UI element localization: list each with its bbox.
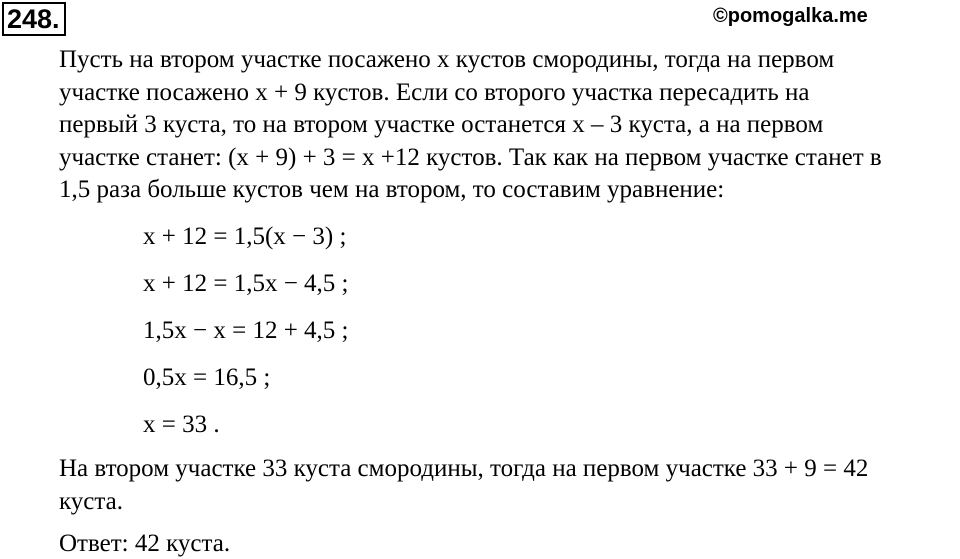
- equation: x + 12 = 1,5(x − 3) ;: [143, 223, 347, 250]
- solution-line: участке посажено x + 9 кустов. Если со второго участка пересадить на: [59, 78, 810, 106]
- equation: 1,5x − x = 12 + 4,5 ;: [143, 317, 349, 344]
- solution-line: Пусть на втором участке посажено x кустов смородины, тогда на первом: [59, 46, 835, 73]
- solution-text: [59, 44, 959, 207]
- equation: 0,5x = 16,5 ;: [143, 364, 271, 391]
- equation-list: [143, 222, 349, 457]
- solution-line: первый 3 куста, то на втором участке останется x – 3 куста, а на первом: [59, 111, 824, 138]
- answer-text: Ответ: 42 куста.: [59, 530, 231, 557]
- solution-line: 1,5 раза больше кустов чем на втором, то составим уравнение:: [59, 176, 725, 203]
- watermark: ©pomogalka.me: [713, 5, 868, 27]
- equation: x = 33 .: [143, 411, 220, 438]
- conclusion-text: [59, 452, 868, 518]
- problem-number: 248.: [2, 2, 66, 36]
- equation: x + 12 = 1,5x − 4,5 ;: [143, 270, 349, 297]
- conclusion-line: На втором участке 33 куста смородины, тогда на первом участке 33 + 9 = 42: [59, 455, 869, 482]
- conclusion-line: куста.: [59, 488, 123, 515]
- solution-line: участке станет: (x + 9) + 3 = x +12 кустов. Так как на первом участке станет в: [59, 143, 882, 171]
